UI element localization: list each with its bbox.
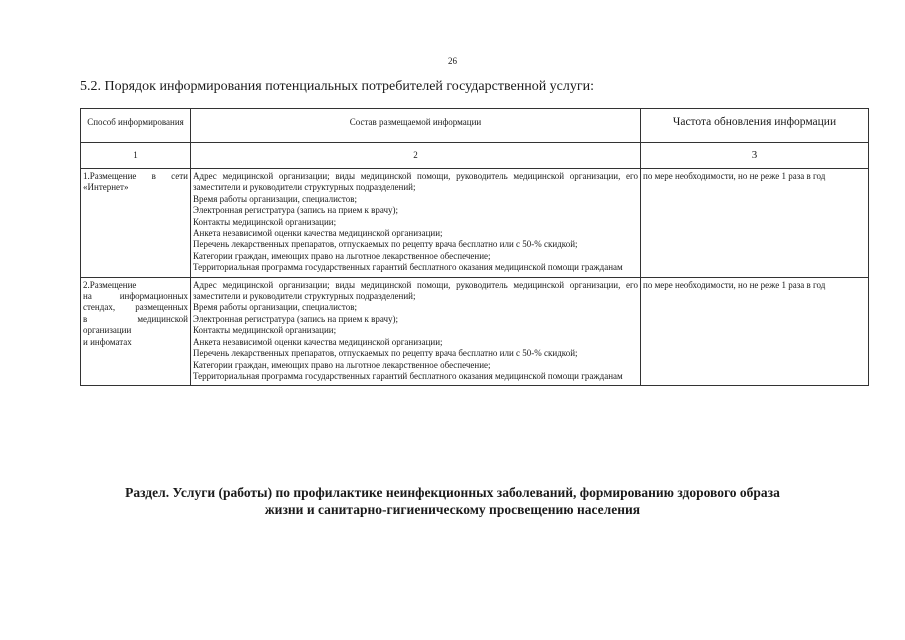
row-2-method [81, 277, 191, 386]
content-line: Перечень лекарственных препаратов, отпускаемых по рецепту врача бесплатно или с 50-% скидкой; [193, 239, 578, 250]
content-line: Адрес медицинской организации; виды медицинской помощи, руководитель медицинской организации, его заместители и руководители структурных подразделений; [193, 171, 638, 193]
content-line: Территориальная программа государственных гарантий бесплатного оказания медицинской помощи гражданам [193, 370, 623, 381]
row-1-method: 1.Размещение в сети «Интернет» [81, 169, 191, 278]
content-line: Категории граждан, имеющих право на льготное лекарственное обеспечение; [193, 250, 491, 261]
table-row [81, 277, 869, 386]
column-number-3: 3 [641, 143, 869, 169]
table-header-row [81, 109, 869, 143]
content-line: Анкета независимой оценки качества медицинской организации; [193, 228, 443, 239]
column-number-2: 2 [191, 143, 641, 169]
method-line: и инфоматах [83, 336, 132, 347]
information-table [80, 108, 869, 386]
table-row [81, 169, 869, 278]
content-line: Время работы организации, специалистов; [193, 302, 357, 313]
content-line: Категории граждан, имеющих право на льготное лекарственное обеспечение; [193, 359, 491, 370]
column-number-1: 1 [81, 143, 191, 169]
content-line: Перечень лекарственных препаратов, отпускаемых по рецепту врача бесплатно или с 50-% скидкой; [193, 348, 578, 359]
section-title-line-2: жизни и санитарно-гигиеническому просвещению населения [264, 502, 641, 517]
method-line: организации [83, 325, 132, 336]
method-line: 2.Размещение [83, 279, 137, 290]
page-number: 26 [448, 56, 457, 66]
content-line: Время работы организации, специалистов; [193, 193, 357, 204]
row-2-content [191, 277, 641, 386]
method-line: на информационных [83, 291, 188, 302]
table-number-row [81, 143, 869, 169]
header-method: Способ информирования [81, 109, 191, 143]
row-1-frequency: по мере необходимости, но не реже 1 раза в год [641, 169, 869, 278]
section-heading: 5.2. Порядок информирования потенциальных потребителей государственной услуги: [80, 79, 595, 94]
content-line: Контакты медицинской организации; [193, 325, 337, 336]
content-line: Контакты медицинской организации; [193, 216, 337, 227]
content-line: Электронная регистратура (запись на прием к врачу); [193, 205, 399, 216]
method-line: стендах, размещенных [83, 302, 188, 313]
section-title [0, 484, 905, 518]
method-line: в медицинской [83, 313, 188, 324]
section-title-line-1: Раздел. Услуги (работы) по профилактике неинфекционных заболеваний, формированию здорового образа [125, 485, 780, 500]
row-1-content [191, 169, 641, 278]
content-line: Электронная регистратура (запись на прием к врачу); [193, 313, 399, 324]
header-content: Состав размещаемой информации [191, 109, 641, 143]
row-2-frequency: по мере необходимости, но не реже 1 раза в год [641, 277, 869, 386]
content-line: Адрес медицинской организации; виды медицинской помощи, руководитель медицинской организации, его заместители и руководители структурных подразделений; [193, 279, 638, 302]
content-line: Анкета независимой оценки качества медицинской организации; [193, 336, 443, 347]
content-line: Территориальная программа государственных гарантий бесплатного оказания медицинской помощи гражданам [193, 262, 623, 273]
header-frequency: Частота обновления информации [641, 109, 869, 143]
